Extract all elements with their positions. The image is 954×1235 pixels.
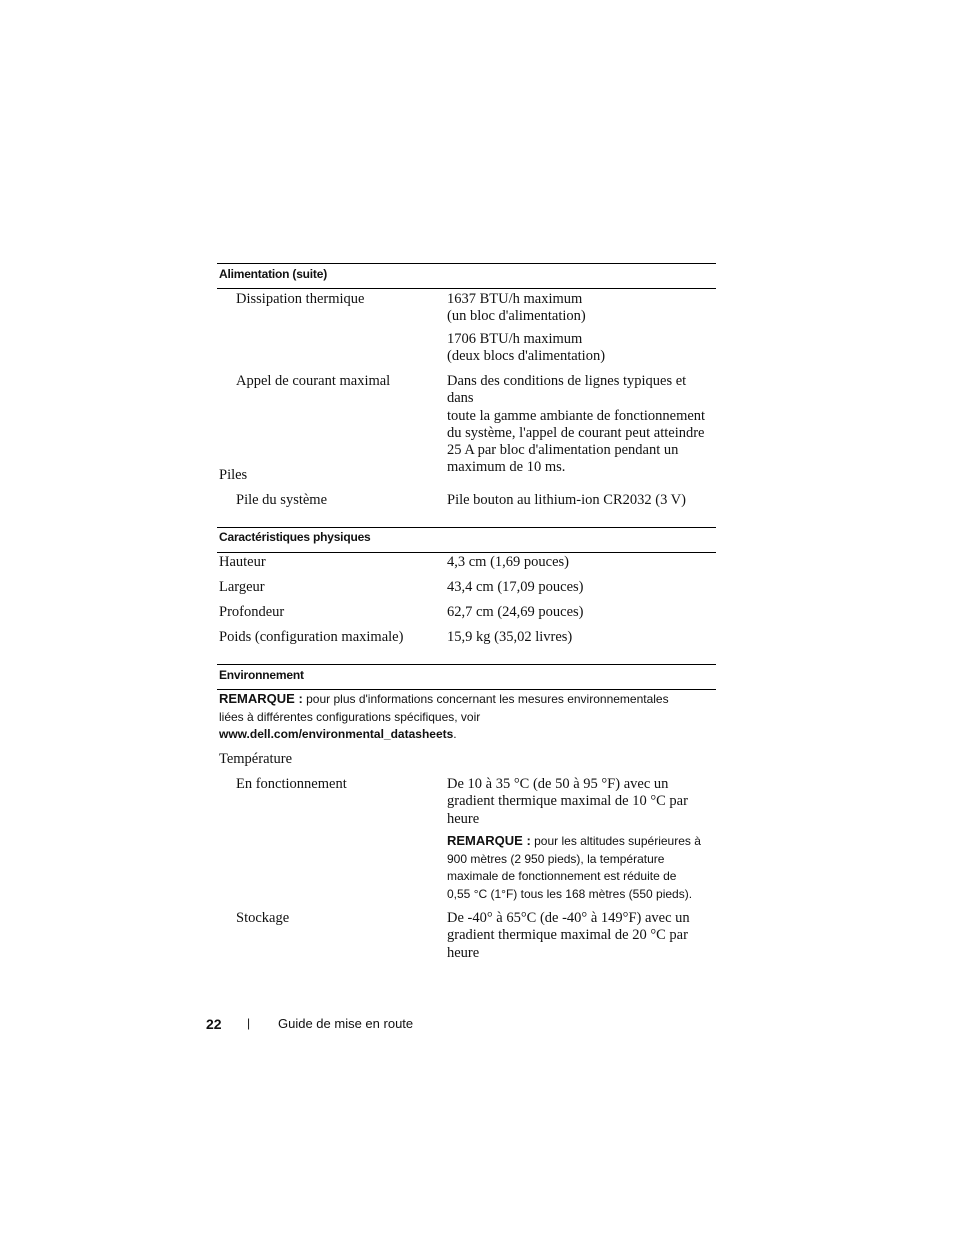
row-value-largeur: 43,4 cm (17,09 pouces)	[447, 579, 584, 595]
note-label: REMARQUE :	[219, 691, 303, 706]
row-label-appel-courant: Appel de courant maximal	[236, 373, 391, 389]
row-value-poids: 15,9 kg (35,02 livres)	[447, 629, 573, 645]
row-label-dissipation: Dissipation thermique	[236, 291, 365, 307]
row-label-profondeur: Profondeur	[219, 604, 285, 620]
section-heading-rule	[217, 288, 716, 289]
row-value-hauteur: 4,3 cm (1,69 pouces)	[447, 554, 570, 570]
section-heading-environnement: Environnement	[219, 668, 304, 682]
footer-separator: |	[247, 1016, 251, 1030]
row-value-fonctionnement: De 10 à 35 °C (de 50 à 95 °F) avec un gradient thermique maximal de 10 °C par heure	[447, 776, 688, 827]
row-label-fonctionnement: En fonctionnement	[236, 776, 347, 792]
row-value-stockage: De -40° à 65°C (de -40° à 149°F) avec un gradient thermique maximal de 20 °C par heure	[447, 910, 690, 961]
row-value-pile-systeme: Pile bouton au lithium-ion CR2032 (3 V)	[447, 492, 686, 508]
section-top-rule	[217, 263, 716, 264]
note-label: REMARQUE :	[447, 833, 531, 848]
footer-title: Guide de mise en route	[278, 1016, 414, 1031]
row-value-dissipation-2: 1706 BTU/h maximum (deux blocs d'alimentation)	[447, 331, 606, 365]
row-label-pile-systeme: Pile du système	[236, 492, 328, 508]
row-value-profondeur: 62,7 cm (24,69 pouces)	[447, 604, 584, 620]
section-heading-rule	[217, 552, 716, 553]
row-label-largeur: Largeur	[219, 579, 265, 595]
section-top-rule	[217, 527, 716, 528]
row-label-poids: Poids (configuration maximale)	[219, 629, 404, 645]
row-label-temperature: Température	[219, 751, 293, 767]
datasheet-link[interactable]: www.dell.com/environmental_datasheets	[219, 727, 454, 741]
row-label-piles: Piles	[219, 467, 248, 483]
row-value-appel-courant: Dans des conditions de lignes typiques et dans toute la gamme ambiante de fonctionnement du système, l'appel de courant peut atteindre 25 A par bloc d'alimentation pendant un maximum de 10 ms.	[447, 373, 706, 476]
section-top-rule	[217, 664, 716, 665]
row-label-stockage: Stockage	[236, 910, 290, 926]
page-number: 22	[206, 1016, 222, 1032]
fonctionnement-note: REMARQUE : pour les altitudes supérieures à 900 mètres (2 950 pieds), la température maximale de fonctionnement est réduite de 0,55 °C (1°F) tous les 168 mètres (550 pieds).	[447, 833, 701, 901]
section-heading-alimentation: Alimentation (suite)	[219, 267, 328, 281]
row-value-dissipation-1: 1637 BTU/h maximum (un bloc d'alimentation)	[447, 291, 586, 325]
environment-note: REMARQUE : pour plus d'informations concernant les mesures environnementales liées à différentes configurations spécifiques, voir www.dell.com/environmental_datasheets.	[219, 691, 669, 741]
row-label-hauteur: Hauteur	[219, 554, 266, 570]
section-heading-physique: Caractéristiques physiques	[219, 530, 371, 544]
